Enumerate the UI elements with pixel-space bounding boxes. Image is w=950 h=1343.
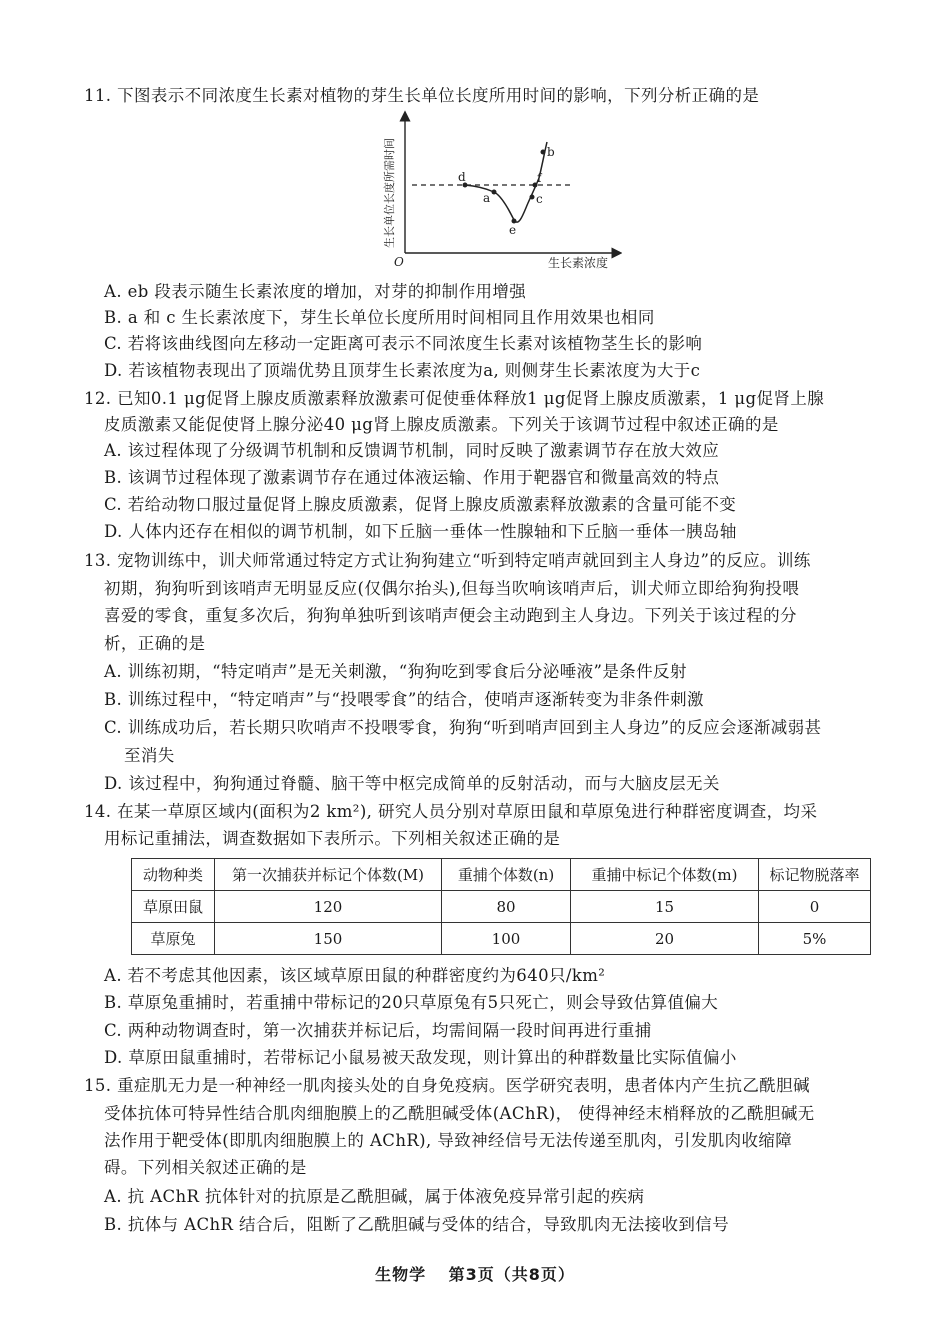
- q13-stem-line-3: 喜爱的零食，重复多次后，狗狗单独听到该哨声便会主动跑到主人身边。下列关于该过程的分: [104, 606, 797, 625]
- table-header: 标记物脱落率: [759, 859, 871, 891]
- q15-stem-line-1: 15. 重症肌无力是一种神经一肌肉接头处的自身免疫病。医学研究表明，患者体内产生抗乙酰胆碱: [84, 1076, 810, 1095]
- q12-option-b: B. 该调节过程体现了激素调节存在通过体液运输、作用于靶器官和微量高效的特点: [104, 468, 720, 487]
- point-label-f: f: [537, 171, 542, 185]
- point-label-a: a: [483, 191, 491, 205]
- page-number: 第3页（共8页）: [448, 1265, 575, 1284]
- origin-label: O: [394, 255, 404, 269]
- q12-stem-line-1: 12. 已知0.1 μg促肾上腺皮质激素释放激素可促使垂体释放1 μg促肾上腺皮质激素，1 μg促肾上腺: [84, 389, 825, 408]
- q11-option-d: D. 若该植物表现出了顶端优势且顶芽生长素浓度为a, 则侧芽生长素浓度为大于c: [104, 361, 701, 380]
- y-axis-label: 生长单位长度所需时间: [383, 138, 396, 248]
- q12-stem-line-2: 皮质激素又能促使肾上腺分泌40 μg肾上腺皮质激素。下列关于该调节过程中叙述正确的是: [104, 415, 779, 434]
- point-label-e: e: [509, 223, 517, 237]
- q14-stem-line-2: 用标记重捕法，调查数据如下表所示。下列相关叙述正确的是: [104, 829, 561, 848]
- table-cell: 15: [571, 891, 759, 923]
- table-cell: 0: [759, 891, 871, 923]
- table-cell: 120: [215, 891, 442, 923]
- table-cell: 草原兔: [132, 923, 215, 955]
- q11-option-a: A. eb 段表示随生长素浓度的增加，对芽的抑制作用增强: [104, 282, 527, 301]
- q14-option-a: A. 若不考虑其他因素，该区域草原田鼠的种群密度约为640只/km²: [104, 966, 606, 985]
- auxin-growth-chart: [372, 108, 622, 273]
- q13-option-a: A. 训练初期，“特定哨声”是无关刺激，“狗狗吃到零食后分泌唾液”是条件反射: [104, 662, 687, 681]
- point-label-b: b: [547, 145, 555, 159]
- q12-option-c: C. 若给动物口服过量促肾上腺皮质激素，促肾上腺皮质激素释放激素的含量可能不变: [104, 495, 737, 514]
- q11-option-b: B. a 和 c 生长素浓度下，芽生长单位长度所用时间相同且作用效果也相同: [104, 308, 655, 327]
- q13-option-c-cont: 至消失: [124, 746, 175, 765]
- q14-option-c: C. 两种动物调查时，第一次捕获并标记后，均需间隔一段时间再进行重捕: [104, 1021, 652, 1040]
- subject-label: 生物学: [375, 1265, 427, 1284]
- q15-stem-line-4: 碍。下列相关叙述正确的是: [104, 1158, 307, 1177]
- table-header: 动物种类: [132, 859, 215, 891]
- x-axis-label: 生长素浓度: [548, 256, 609, 270]
- q15-stem-line-2: 受体抗体可特异性结合肌肉细胞膜上的乙酰胆碱受体(AChR)， 使得神经末梢释放的乙酰胆碱无: [104, 1104, 815, 1123]
- q13-stem-line-1: 13. 宠物训练中，训犬师常通过特定方式让狗狗建立“听到特定哨声就回到主人身边”的反应。训练: [84, 551, 811, 570]
- table-cell: 150: [215, 923, 442, 955]
- table-row: [132, 891, 871, 923]
- q14-option-b: B. 草原兔重捕时，若重捕中带标记的20只草原兔有5只死亡，则会导致估算值偏大: [104, 993, 719, 1012]
- q13-option-b: B. 训练过程中，“特定哨声”与“投喂零食”的结合，使哨声逐渐转变为非条件刺激: [104, 690, 704, 709]
- page-footer: [0, 1262, 950, 1285]
- curve: [465, 142, 547, 222]
- q13-option-c: C. 训练成功后，若长期只吹哨声不投喂零食，狗狗“听到哨声回到主人身边”的反应会逐渐减弱甚: [104, 718, 822, 737]
- q13-stem-line-4: 析，正确的是: [104, 634, 206, 653]
- table-header: 重捕个体数(n): [442, 859, 571, 891]
- table-cell: 草原田鼠: [132, 891, 215, 923]
- mark-recapture-table: [131, 858, 871, 955]
- q12-option-d: D. 人体内还存在相似的调节机制，如下丘脑一垂体一性腺轴和下丘脑一垂体一胰岛轴: [104, 522, 737, 541]
- q14-stem-line-1: 14. 在某一草原区域内(面积为2 km²), 研究人员分别对草原田鼠和草原兔进行种群密度调查，均采: [84, 802, 818, 821]
- table-cell: 5%: [759, 923, 871, 955]
- table-row: [132, 923, 871, 955]
- point-label-d: d: [458, 170, 466, 184]
- table-header: 重捕中标记个体数(m): [571, 859, 759, 891]
- q15-stem-line-3: 法作用于靶受体(即肌肉细胞膜上的 AChR), 导致神经信号无法传递至肌肉，引发肌肉收缩障: [104, 1131, 793, 1150]
- q11-stem: 11. 下图表示不同浓度生长素对植物的芽生长单位长度所用时间的影响，下列分析正确的是: [84, 86, 760, 105]
- table-header: 第一次捕获并标记个体数(M): [215, 859, 442, 891]
- table-header-row: [132, 859, 871, 891]
- q12-option-a: A. 该过程体现了分级调节机制和反馈调节机制，同时反映了激素调节存在放大效应: [104, 441, 720, 460]
- point-label-c: c: [536, 192, 543, 206]
- table-cell: 80: [442, 891, 571, 923]
- q15-option-b: B. 抗体与 AChR 结合后，阻断了乙酰胆碱与受体的结合，导致肌肉无法接收到信号: [104, 1215, 730, 1234]
- q13-stem-line-2: 初期，狗狗听到该哨声无明显反应(仅偶尔抬头),但每当吹响该哨声后，训犬师立即给狗狗投喂: [104, 579, 800, 598]
- table-cell: 20: [571, 923, 759, 955]
- q13-option-d: D. 该过程中，狗狗通过脊髓、脑干等中枢完成简单的反射活动，而与大脑皮层无关: [104, 774, 720, 793]
- q14-option-d: D. 草原田鼠重捕时，若带标记小鼠易被天敌发现，则计算出的种群数量比实际值偏小: [104, 1048, 737, 1067]
- q11-option-c: C. 若将该曲线图向左移动一定距离可表示不同浓度生长素对该植物茎生长的影响: [104, 334, 703, 353]
- q15-option-a: A. 抗 AChR 抗体针对的抗原是乙酰胆碱，属于体液免疫异常引起的疾病: [104, 1187, 645, 1206]
- table-cell: 100: [442, 923, 571, 955]
